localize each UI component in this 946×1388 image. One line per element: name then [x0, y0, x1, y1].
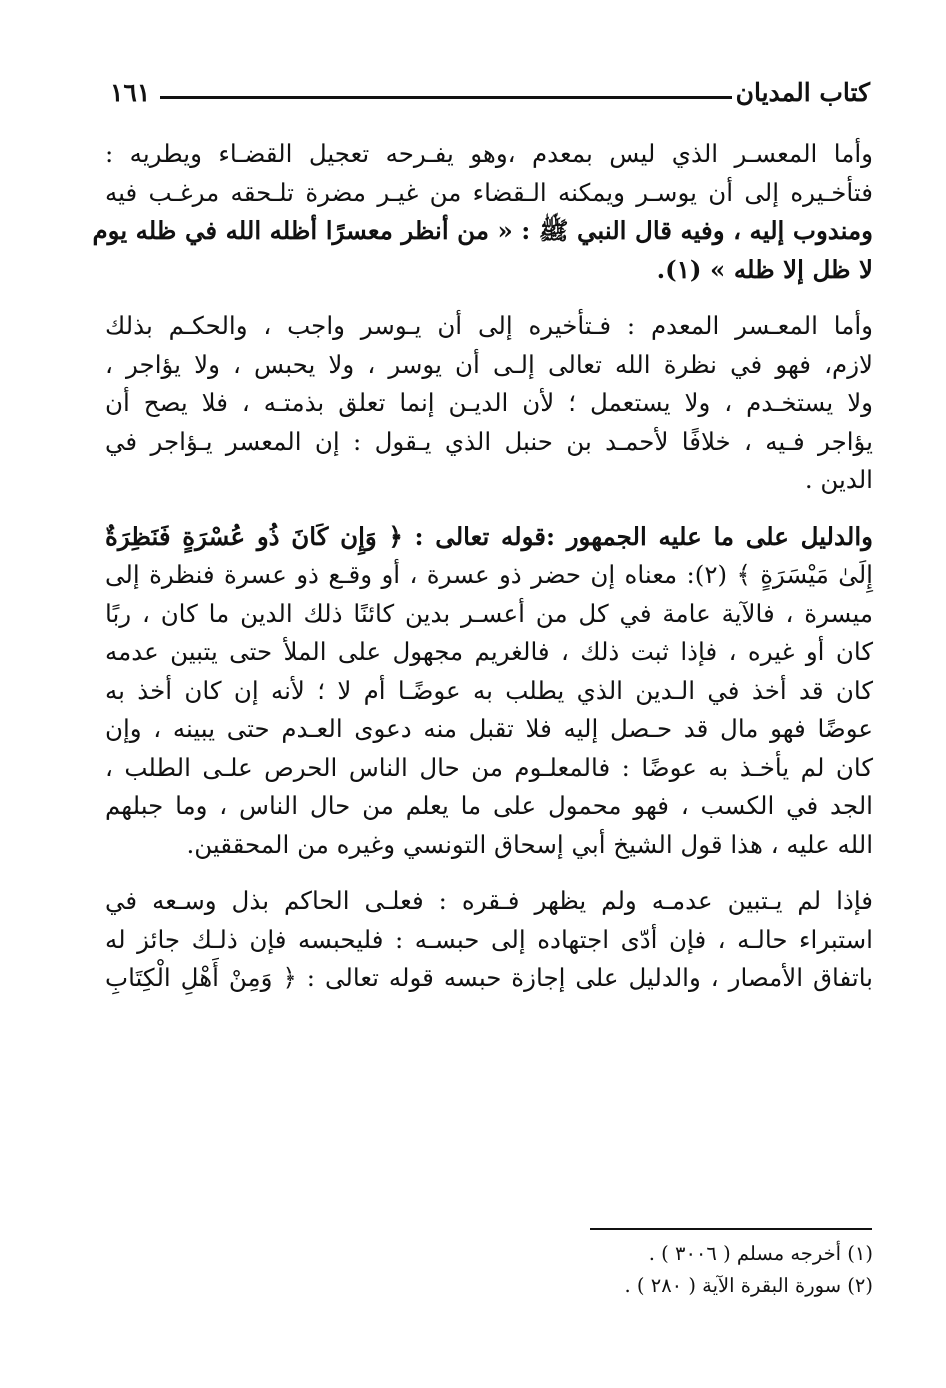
text-line: لا ظل إلا ظله » (١). — [656, 254, 873, 284]
page-number: ١٦١ — [110, 78, 151, 107]
chapter-title: كتاب المديان — [735, 78, 870, 107]
text-line: وأما المعسـر الذي ليس بمعدم ،وهو يفـرحه تعجيل القضـاء ويطريه : — [105, 139, 873, 168]
paragraph-1 — [92, 135, 873, 289]
text-line: باتفاق الأمصار ، والدليل على إجازة حبسه قوله تعالى : ﴿ وَمِنْ أَهْلِ الْكِتَابِ — [105, 963, 873, 992]
footnote-1: (١) أخرجه مسلم ( ٣٠٠٦ ) . — [648, 1242, 873, 1265]
text-line: الله عليه ، هذا قول الشيخ أبي إسحاق التونسي وغيره من المحققين. — [186, 829, 873, 859]
text-line: الجد في الكسب ، فهو محمول على ما يعلم من حال الناس ، وما جبلهم — [105, 791, 873, 820]
text-line: فإذا لم يـتبين عدمـه ولم يظهر فـقره : فعلـى الحاكم بذل وسـعه في — [105, 886, 873, 915]
paragraph-4 — [105, 882, 873, 998]
footnotes — [373, 1238, 873, 1302]
footnote-rule — [590, 1228, 872, 1230]
text-line: ميسرة ، فالآية عامة في كل من أعسـر بدين كائنًا ذلك الدين ما كان ، ربًا — [105, 598, 873, 628]
footnote-2: (٢) سورة البقرة الآية ( ٢٨٠ ) . — [624, 1274, 873, 1297]
text-line: والدليل على ما عليه الجمهور :قوله تعالى : ﴿ وَإِن كَانَ ذُو عُسْرَةٍ فَنَظِرَةٌ — [105, 521, 873, 551]
text-line: ولا يستخـدم ، ولا يستعمل ؛ لأن الديـن إنما تعلق بذمتـه ، فلا يصح أن — [105, 388, 873, 417]
text-line: كان قد أخذ في الـدين الذي يطلب به عوضًـا أم لا ؛ لأنه إن كان أخذ به — [105, 675, 873, 705]
paragraph-2 — [105, 307, 873, 500]
text-line: إِلَىٰ مَيْسَرَةٍ ﴾ (٢): معناه إن حضر ذو عسرة ، أو وقـع ذو عسرة فنظرة إلى — [105, 560, 873, 589]
header-rule — [160, 96, 732, 99]
paragraph-3 — [105, 518, 873, 865]
main-text — [92, 135, 873, 1016]
text-line: يؤاجر فـيه ، خلافًا لأحمـد بن حنبل الذي يـقول : إن المعسر يـؤاجر في — [105, 426, 873, 456]
text-line: عوضًا فهو مال قد حـصل إليه فلا تقبل منه دعوى العـدم حتى يبينه ، وإن — [105, 714, 873, 743]
text-line: فتأخـيره إلى أن يوسـر ويمكنه الـقضاء من غيـر مضرة تلـحقه مرغـب فيه — [105, 177, 873, 207]
text-line: استبراء حالـه ، فإن أدّى اجتهاده إلى حبسـه : فليحبسه فإن ذلـك جائز له — [105, 924, 873, 954]
text-line: كان لم يأخـذ به عوضًا : فالمعلـوم من حال الناس الحرص علـى الطلب ، — [105, 752, 873, 782]
text-line: وأما المعـسر المعدم : فـتأخيره إلى أن يـوسر واجب ، والحكـم بذلك — [105, 311, 873, 340]
running-header — [110, 78, 870, 118]
text-line: الدين . — [804, 465, 873, 494]
text-line: ومندوب إليه ، وفيه قال النبي ﷺ : « من أنظر معسرًا أظله الله في ظله يوم — [92, 216, 873, 245]
text-line: كان أو غيره ، فإذا ثبت ذلك ، فالغريم مجهول على الملأ حتى يتبين عدمه — [105, 637, 873, 666]
text-line: لازم، فهو في نظرة الله تعالى إلـى أن يوسر ، ولا يحبس ، ولا يؤاجر ، — [105, 349, 873, 379]
